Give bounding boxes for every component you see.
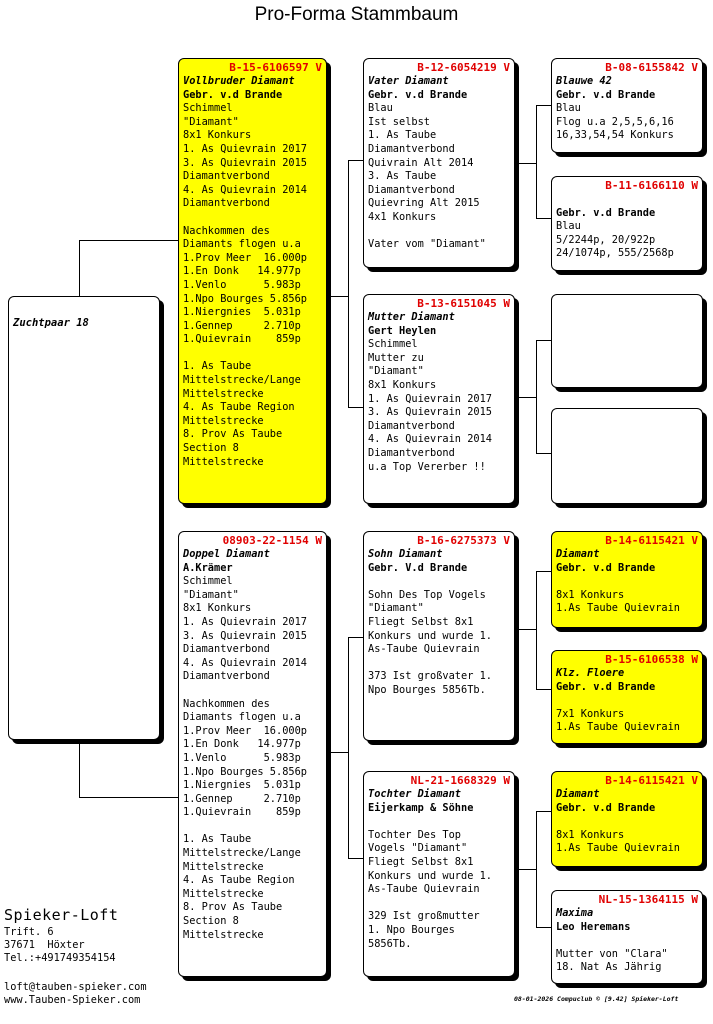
- breeder-name: Gebr. v.d Brande: [556, 680, 656, 693]
- mother-card[interactable]: [178, 531, 327, 977]
- page-title: Pro-Forma Stammbaum: [254, 4, 459, 25]
- breeder-name: Leo Heremans: [556, 920, 631, 933]
- father-mother-card[interactable]: [363, 294, 515, 504]
- ring-number: B-11-6166110 W: [605, 179, 698, 192]
- breeder-name: Gert Heylen: [368, 324, 437, 337]
- connector-line: [536, 811, 552, 812]
- ring-number: B-12-6054219 V: [417, 61, 510, 74]
- connector-line: [514, 397, 536, 398]
- pigeon-details: Tochter Des Top Vogels "Diamant" Fliegt Selbst 8x1 Konkurs und wurde 1. As-Taube Quievrain 329 Ist großmutter 1. Npo Bourges 5856Tb.: [368, 828, 492, 950]
- connector-line: [536, 689, 552, 690]
- mfm-card[interactable]: [551, 650, 703, 744]
- connector-line: [79, 240, 179, 241]
- connector-line: [79, 740, 80, 798]
- pigeon-name: Vollbruder Diamant: [183, 75, 295, 87]
- pigeon-name: Blauwe 42: [556, 75, 612, 87]
- ring-number: B-13-6151045 W: [417, 297, 510, 310]
- father-father-card[interactable]: [363, 58, 515, 268]
- mmf-card[interactable]: [551, 771, 703, 867]
- connector-line: [536, 927, 552, 928]
- mmm-card[interactable]: [551, 890, 703, 984]
- ring-number: B-16-6275373 V: [417, 534, 510, 547]
- connector-line: [326, 752, 348, 753]
- connector-line: [79, 797, 179, 798]
- connector-line: [536, 811, 537, 928]
- ring-number: NL-15-1364115 W: [598, 893, 698, 906]
- ring-number: B-14-6115421 V: [605, 534, 698, 547]
- connector-line: [348, 160, 364, 161]
- pigeon-details: Blau Flog u.a 2,5,5,6,16 16,33,54,54 Konkurs: [556, 102, 674, 142]
- connector-line: [514, 629, 536, 630]
- pigeon-name: Diamant: [556, 548, 600, 560]
- pigeon-details: 7x1 Konkurs 1.As Taube Quievrain: [556, 707, 680, 734]
- breeder-name: A.Krämer: [183, 561, 233, 574]
- connector-line: [514, 869, 536, 870]
- pigeon-details: Schimmel Mutter zu "Diamant" 8x1 Konkurs 1. As Quievrain 2017 3. As Quievrain 2015 Diamantverbond 4. As Quievrain 2014 Diamantverbond u.a Top Vererber !!: [368, 338, 492, 473]
- connector-line: [326, 296, 348, 297]
- loft-address: Trift. 6 37671 Höxter Tel.:+491749354154: [4, 926, 116, 964]
- ring-number: 08903-22-1154 W: [222, 534, 322, 547]
- mff-card[interactable]: [551, 531, 703, 628]
- pigeon-details: Sohn Des Top Vogels "Diamant" Fliegt Selbst 8x1 Konkurs und wurde 1. As-Taube Quievrain 373 Ist großvater 1. Npo Bourges 5856Tb.: [368, 588, 492, 696]
- subject-label: Zuchtpaar 18: [13, 317, 89, 329]
- connector-line: [348, 637, 349, 859]
- breeder-name: Gebr. v.d Brande: [556, 88, 656, 101]
- connector-line: [348, 858, 364, 859]
- pigeon-name: Vater Diamant: [368, 75, 449, 87]
- pigeon-name: [556, 193, 698, 207]
- connector-line: [536, 105, 552, 106]
- ring-number: NL-21-1668329 W: [410, 774, 510, 787]
- father-card[interactable]: [178, 58, 327, 504]
- subject-card[interactable]: [8, 296, 160, 740]
- connector-line: [536, 340, 537, 454]
- ring-number: B-14-6115421 V: [605, 774, 698, 787]
- breeder-name: Eijerkamp & Söhne: [368, 801, 474, 814]
- pigeon-name: Klz. Floere: [556, 667, 625, 679]
- connector-line: [536, 571, 552, 572]
- breeder-name: Gebr. v.d Brande: [368, 88, 468, 101]
- pigeon-details: Blau Ist selbst 1. As Taube Diamantverbond Quivrain Alt 2014 3. As Taube Diamantverbond Quievring Alt 2015 4x1 Konkurs Vater vom "Diamant": [368, 102, 486, 251]
- ring-number: B-08-6155842 V: [605, 61, 698, 74]
- pigeon-name: Diamant: [556, 788, 600, 800]
- connector-line: [536, 218, 552, 219]
- mother-mother-card[interactable]: [363, 771, 515, 977]
- print-credit: 08-01-2026 Compuclub © [9.42] Spieker-Loft: [514, 995, 679, 1003]
- connector-line: [514, 163, 536, 164]
- connector-line: [536, 105, 537, 219]
- breeder-name: Gebr. v.d Brande: [556, 561, 656, 574]
- fmf-card[interactable]: [551, 294, 703, 388]
- breeder-name: Gebr. v.d Brande: [556, 206, 656, 219]
- connector-line: [348, 160, 349, 408]
- pigeon-details: 8x1 Konkurs 1.As Taube Quievrain: [556, 588, 680, 615]
- fff-card[interactable]: [551, 58, 703, 153]
- pigeon-details: Schimmel "Diamant" 8x1 Konkurs 1. As Quievrain 2017 3. As Quievrain 2015 Diamantverbond 4. As Quievrain 2014 Diamantverbond Nachkommen des Diamants flogen u.a 1.Prov Meer 16.000p 1.En Donk 14.977p 1.Venlo 5.983p 1.Npo Bourges 5.856p 1.Niergnies 5.031p 1.Gennep 2.710p 1.Quievrain 859p 1. As Taube Mittelstrecke/Lange Mittelstrecke 4. As Taube Region Mittelstrecke 8. Prov As Taube Section 8 Mittelstrecke: [183, 575, 307, 941]
- pigeon-name: Tochter Diamant: [368, 788, 461, 800]
- connector-line: [536, 453, 552, 454]
- ring-number: B-15-6106538 W: [605, 653, 698, 666]
- pigeon-name: Mutter Diamant: [368, 311, 455, 323]
- loft-name: Spieker-Loft: [4, 906, 119, 924]
- connector-line: [536, 571, 537, 690]
- pigeon-details: Schimmel "Diamant" 8x1 Konkurs 1. As Quievrain 2017 3. As Quievrain 2015 Diamantverbond 4. As Quievrain 2014 Diamantverbond Nachkommen des Diamants flogen u.a 1.Prov Meer 16.000p 1.En Donk 14.977p 1.Venlo 5.983p 1.Npo Bourges 5.856p 1.Niergnies 5.031p 1.Gennep 2.710p 1.Quievrain 859p 1. As Taube Mittelstrecke/Lange Mittelstrecke 4. As Taube Region Mittelstrecke 8. Prov As Taube Section 8 Mittelstrecke: [183, 102, 307, 468]
- loft-contact-links[interactable]: loft@tauben-spieker.com www.Tauben-Spieker.com: [4, 981, 147, 1006]
- pigeon-name: Maxima: [556, 907, 594, 919]
- connector-line: [79, 240, 80, 297]
- pigeon-details: Blau 5/2244p, 20/922p 24/1074p, 555/2568p: [556, 220, 674, 260]
- breeder-name: Gebr. V.d Brande: [368, 561, 468, 574]
- breeder-name: Gebr. v.d Brande: [183, 88, 283, 101]
- breeder-name: Gebr. v.d Brande: [556, 801, 656, 814]
- fmm-card[interactable]: [551, 408, 703, 504]
- ffm-card[interactable]: [551, 176, 703, 271]
- pigeon-details: 8x1 Konkurs 1.As Taube Quievrain: [556, 828, 680, 855]
- pigeon-details: Mutter von "Clara" 18. Nat As Jährig: [556, 947, 668, 974]
- connector-line: [348, 407, 364, 408]
- pigeon-name: Sohn Diamant: [368, 548, 443, 560]
- connector-line: [348, 637, 364, 638]
- pigeon-name: Doppel Diamant: [183, 548, 270, 560]
- connector-line: [536, 340, 552, 341]
- ring-number: B-15-6106597 V: [229, 61, 322, 74]
- mother-father-card[interactable]: [363, 531, 515, 741]
